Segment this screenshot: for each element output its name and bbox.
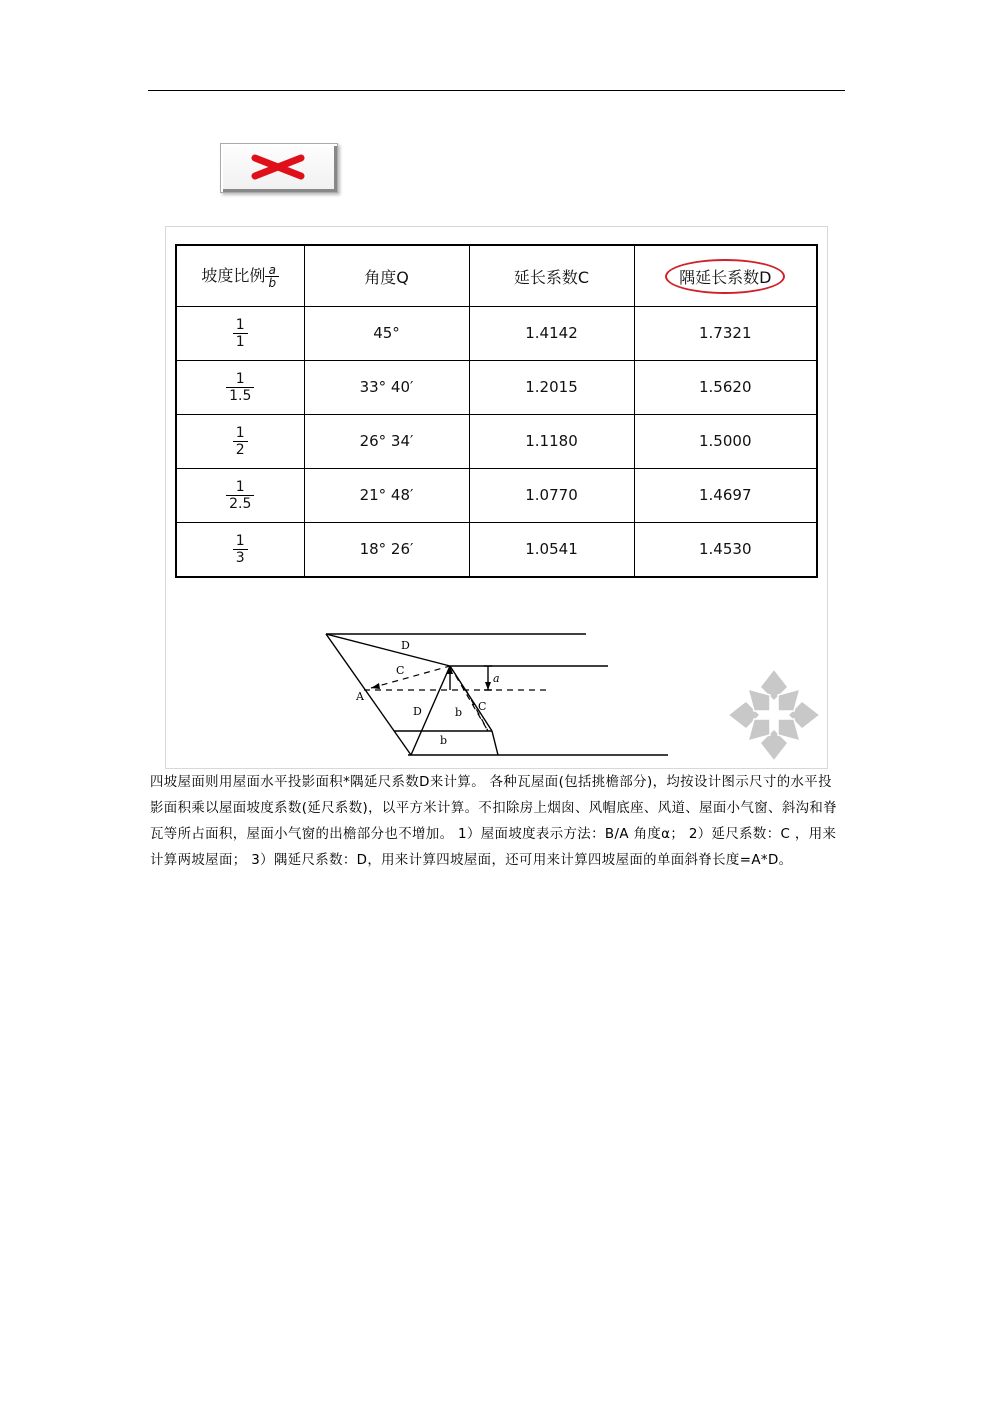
table-header-row (176, 245, 817, 307)
ratio-cell (176, 522, 304, 577)
corner-extension-cell: 1.4697 (634, 468, 817, 522)
table-row (176, 468, 817, 522)
extension-cell: 1.1180 (469, 414, 634, 468)
ratio-cell (176, 468, 304, 522)
header-rule (148, 90, 845, 91)
angle-cell: 45° (304, 307, 469, 361)
ratio-den: 2.5 (226, 495, 254, 512)
ratio-num: 1 (235, 532, 245, 549)
label-b-bottom: b (440, 734, 448, 747)
corner-extension-cell: 1.4530 (634, 522, 817, 577)
extension-cell: 1.4142 (469, 307, 634, 361)
header-ratio-label: 坡度比例 (201, 266, 266, 285)
header-corner-extension (634, 245, 817, 307)
label-a-left: A (356, 690, 364, 703)
ratio-num: 1 (235, 478, 245, 495)
angle-cell: 26° 34′ (304, 414, 469, 468)
table-row (176, 522, 817, 577)
ratio-fraction (226, 479, 254, 512)
ratio-fraction (233, 533, 248, 566)
label-d-top: D (401, 639, 410, 652)
ratio-den: 1 (233, 333, 248, 350)
header-angle: 角度Q (304, 245, 469, 307)
ratio-cell (176, 360, 304, 414)
broken-image-placeholder (220, 143, 338, 193)
ratio-den: 3 (233, 549, 248, 566)
figure-frame (165, 226, 828, 769)
dashed-c-line (371, 666, 450, 688)
ratio-fraction (226, 371, 254, 404)
extension-cell: 1.2015 (469, 360, 634, 414)
ratio-cell (176, 414, 304, 468)
label-d-mid: D (413, 705, 422, 718)
extension-cell: 1.0541 (469, 522, 634, 577)
corner-extension-cell: 1.5620 (634, 360, 817, 414)
header-ratio-num: a (268, 263, 276, 277)
ratio-num: 1 (235, 370, 245, 387)
table-row (176, 307, 817, 361)
arrowhead-dim (485, 682, 491, 690)
table-row (176, 414, 817, 468)
right-lower-line (492, 731, 498, 755)
angle-cell: 33° 40′ (304, 360, 469, 414)
extension-cell: 1.0770 (469, 468, 634, 522)
ratio-num: 1 (235, 424, 245, 441)
slope-coefficient-table (175, 244, 818, 578)
ratio-fraction (233, 317, 248, 350)
angle-cell: 21° 48′ (304, 468, 469, 522)
ratio-num: 1 (235, 316, 245, 333)
ratio-den: 1.5 (226, 387, 254, 404)
table-row (176, 360, 817, 414)
corner-extension-cell: 1.5000 (634, 414, 817, 468)
header-ratio (176, 245, 304, 307)
corner-extension-cell: 1.7321 (634, 307, 817, 361)
arrowhead-left (371, 683, 380, 689)
body-paragraph: 四坡屋面则用屋面水平投影面积*隅延尺系数D来计算。 各种瓦屋面(包括挑檐部分)，均按设计图示尺寸的水平投影面积乘以屋面坡度系数(延尺系数)，以平方米计算。不扣除房上烟囱、风帽底座、风道、屋面小气窗、斜沟和脊瓦等所占面积，屋面小气窗的出檐部分也不增加。 1）屋面坡度表示方法：B/A 角度α； 2）延尺系数：C ，用来计算两坡屋面； 3）隅延尺系数：D，用来计算四坡屋面，还可用来计算四坡屋面的单面斜脊长度=A*D。 (150, 775, 837, 868)
ratio-den: 2 (233, 441, 248, 458)
label-c-right: C (478, 700, 487, 713)
watermark-logo (726, 667, 822, 763)
header-ratio-den: b (265, 276, 279, 289)
header-ratio-fraction (265, 264, 279, 289)
ratio-cell (176, 307, 304, 361)
label-a-vertical: a (493, 672, 500, 685)
circled-header-label: 隅延长系数D (665, 259, 785, 294)
header-extension: 延长系数C (469, 245, 634, 307)
angle-cell: 18° 26′ (304, 522, 469, 577)
red-x-icon (251, 154, 305, 180)
label-b-mid: b (455, 706, 463, 719)
label-c-top: C (396, 664, 405, 677)
ratio-fraction (233, 425, 248, 458)
roof-slope-diagram (316, 622, 676, 762)
